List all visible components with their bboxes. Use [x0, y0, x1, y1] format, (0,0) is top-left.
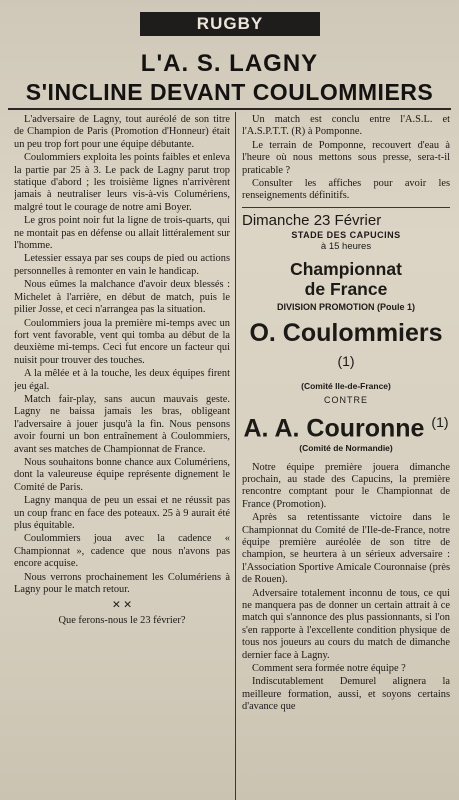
championship-title-2: de France [304, 278, 388, 299]
paragraph: Notre équipe première jouera dimanche prochain, au stade des Capucins, la première rencontre comptant pour le Championnat de France (Promotion). [242, 461, 450, 510]
paragraph: Le gros point noir fut la ligne de trois-quarts, qui ne montait pas en défense ou allait littéralement sur l'homme. [14, 215, 230, 252]
paragraph: L'adversaire de Lagny, tout auréolé de son titre de Champion de Paris (Promotion d'Honneur) était un peu trop fort pour une équipe débutante. [14, 114, 230, 150]
team-away-name: A. A. Couronne [243, 414, 425, 443]
team-home-name: O. Coulommiers [249, 318, 443, 347]
paragraph: Coulommiers joua avec la cadence « Championnat », cadence que nous n'avons pas encore acquise. [14, 533, 230, 570]
paragraph: Lagny manqua de peu un essai et ne réussit pas un coup franc en face des poteaux. 25 à 9 aurait été plus équitable. [14, 495, 230, 531]
headline-line-2: S'INCLINE DEVANT COULOMMIERS [25, 79, 434, 105]
paragraph: Coulommiers joua la première mi-temps avec un fort vent favorable, vent qui tomba au début de la deuxième mi-temps. Ceci fut encore un facteur qui nuisit pour trouver des touches. [14, 317, 230, 366]
headline-line-1: L'A. S. LAGNY [140, 50, 319, 77]
paragraph: Après sa retentissante victoire dans le Championnat du Comité de l'Ile-de-France, notre équipe première auréolée de son titre de champion, se heurtera à un sérieux adversaire : l'Association Sportive Amicale Couronnaise (près de Rouen). [242, 512, 450, 586]
versus-label: CONTRE [324, 395, 368, 406]
signoff-marks: ✕ ✕ [111, 600, 132, 612]
article-left-column [14, 114, 230, 800]
team-home-note: (1) [337, 352, 355, 369]
team-home [242, 319, 450, 381]
section-rubric: RUGBY [140, 12, 320, 36]
paragraph: Match fair-play, sans aucun mauvais geste. Lagny ne baissa jamais les bras, obligeant l'adversaire à jouer jusqu'à la fin. Nous pensons avoir fourni un bon entraînement à Coulommiers, avant ses matches de Championnat de France. [14, 393, 230, 455]
division-label: DIVISION PROMOTION (Poule 1) [276, 301, 415, 312]
paragraph: Coulommiers exploita les points faibles et enleva la partie par 25 à 3. Le pack de Lagny parut trop statique d'abord ; les troisième lignes n'arrivèrent jamais à neutraliser leurs vis-à-vis Columériens, malgré tout le courage de notre ami Boyer. [14, 152, 230, 213]
article-right-column [242, 114, 450, 800]
paragraph: Nous verrons prochainement les Columériens à Lagny pour le match retour. [14, 571, 230, 596]
paragraph: Indiscutablement Demurel alignera la meilleure formation, aussi, et soyons certains d'avance que [242, 676, 450, 713]
section-rule [242, 207, 450, 208]
team-home-committee: (Comité Ile-de-France) [301, 381, 391, 392]
preview-text [242, 462, 450, 714]
team-away-note: (1) [431, 414, 449, 431]
paragraph: Comment sera formée notre équipe ? [252, 663, 406, 674]
championship-title-1: Championnat [290, 258, 402, 279]
paragraph: Le terrain de Pomponne, recouvert d'eau à l'heure où nous mettons sous presse, sera-t-il praticable ? [242, 139, 450, 176]
team-away [242, 408, 450, 442]
match-time: à 15 heures [320, 240, 372, 252]
team-away-committee: (Comité de Normandie) [299, 442, 393, 453]
paragraph: Un match est conclu entre l'A.S.L. et l'A.S.P.T.T. (R) à Pomponne. [242, 114, 450, 138]
paragraph: Consulter les affiches pour avoir les renseignements définitifs. [242, 178, 450, 202]
closing-question: Que ferons-nous le 23 février? [58, 614, 186, 626]
headline [0, 50, 459, 106]
paragraph: A la mêlée et à la touche, les deux équipes firent jeu égal. [14, 368, 230, 392]
paragraph: Adversaire totalement inconnu de tous, ce qui ne manquera pas de donner un certain attrait à ce match qui s'annonce des plus passionnants, si l'on s'en rapporte à l'excellente condition physique de tous nos joueurs au cours du match de dimanche dernier face à Lagny. [242, 587, 450, 661]
paragraph: Nous souhaitons bonne chance aux Columériens, dont la valeureuse équipe représente dignement le Comité de Paris. [14, 456, 230, 493]
column-divider [235, 112, 236, 800]
headline-rule [8, 108, 451, 110]
match-date: Dimanche 23 Février [242, 211, 382, 229]
paragraph: Nous eûmes la malchance d'avoir deux blessés : Michelet à l'arrière, en début de match, puis le pilier Josse, et ceci n'arrangea pas la situation. [14, 279, 230, 316]
paragraph: Letessier essaya par ses coups de pied ou actions personnelles à remonter en vain le handicap. [14, 253, 230, 277]
stadium-name: STADE DES CAPUCINS [291, 229, 401, 240]
